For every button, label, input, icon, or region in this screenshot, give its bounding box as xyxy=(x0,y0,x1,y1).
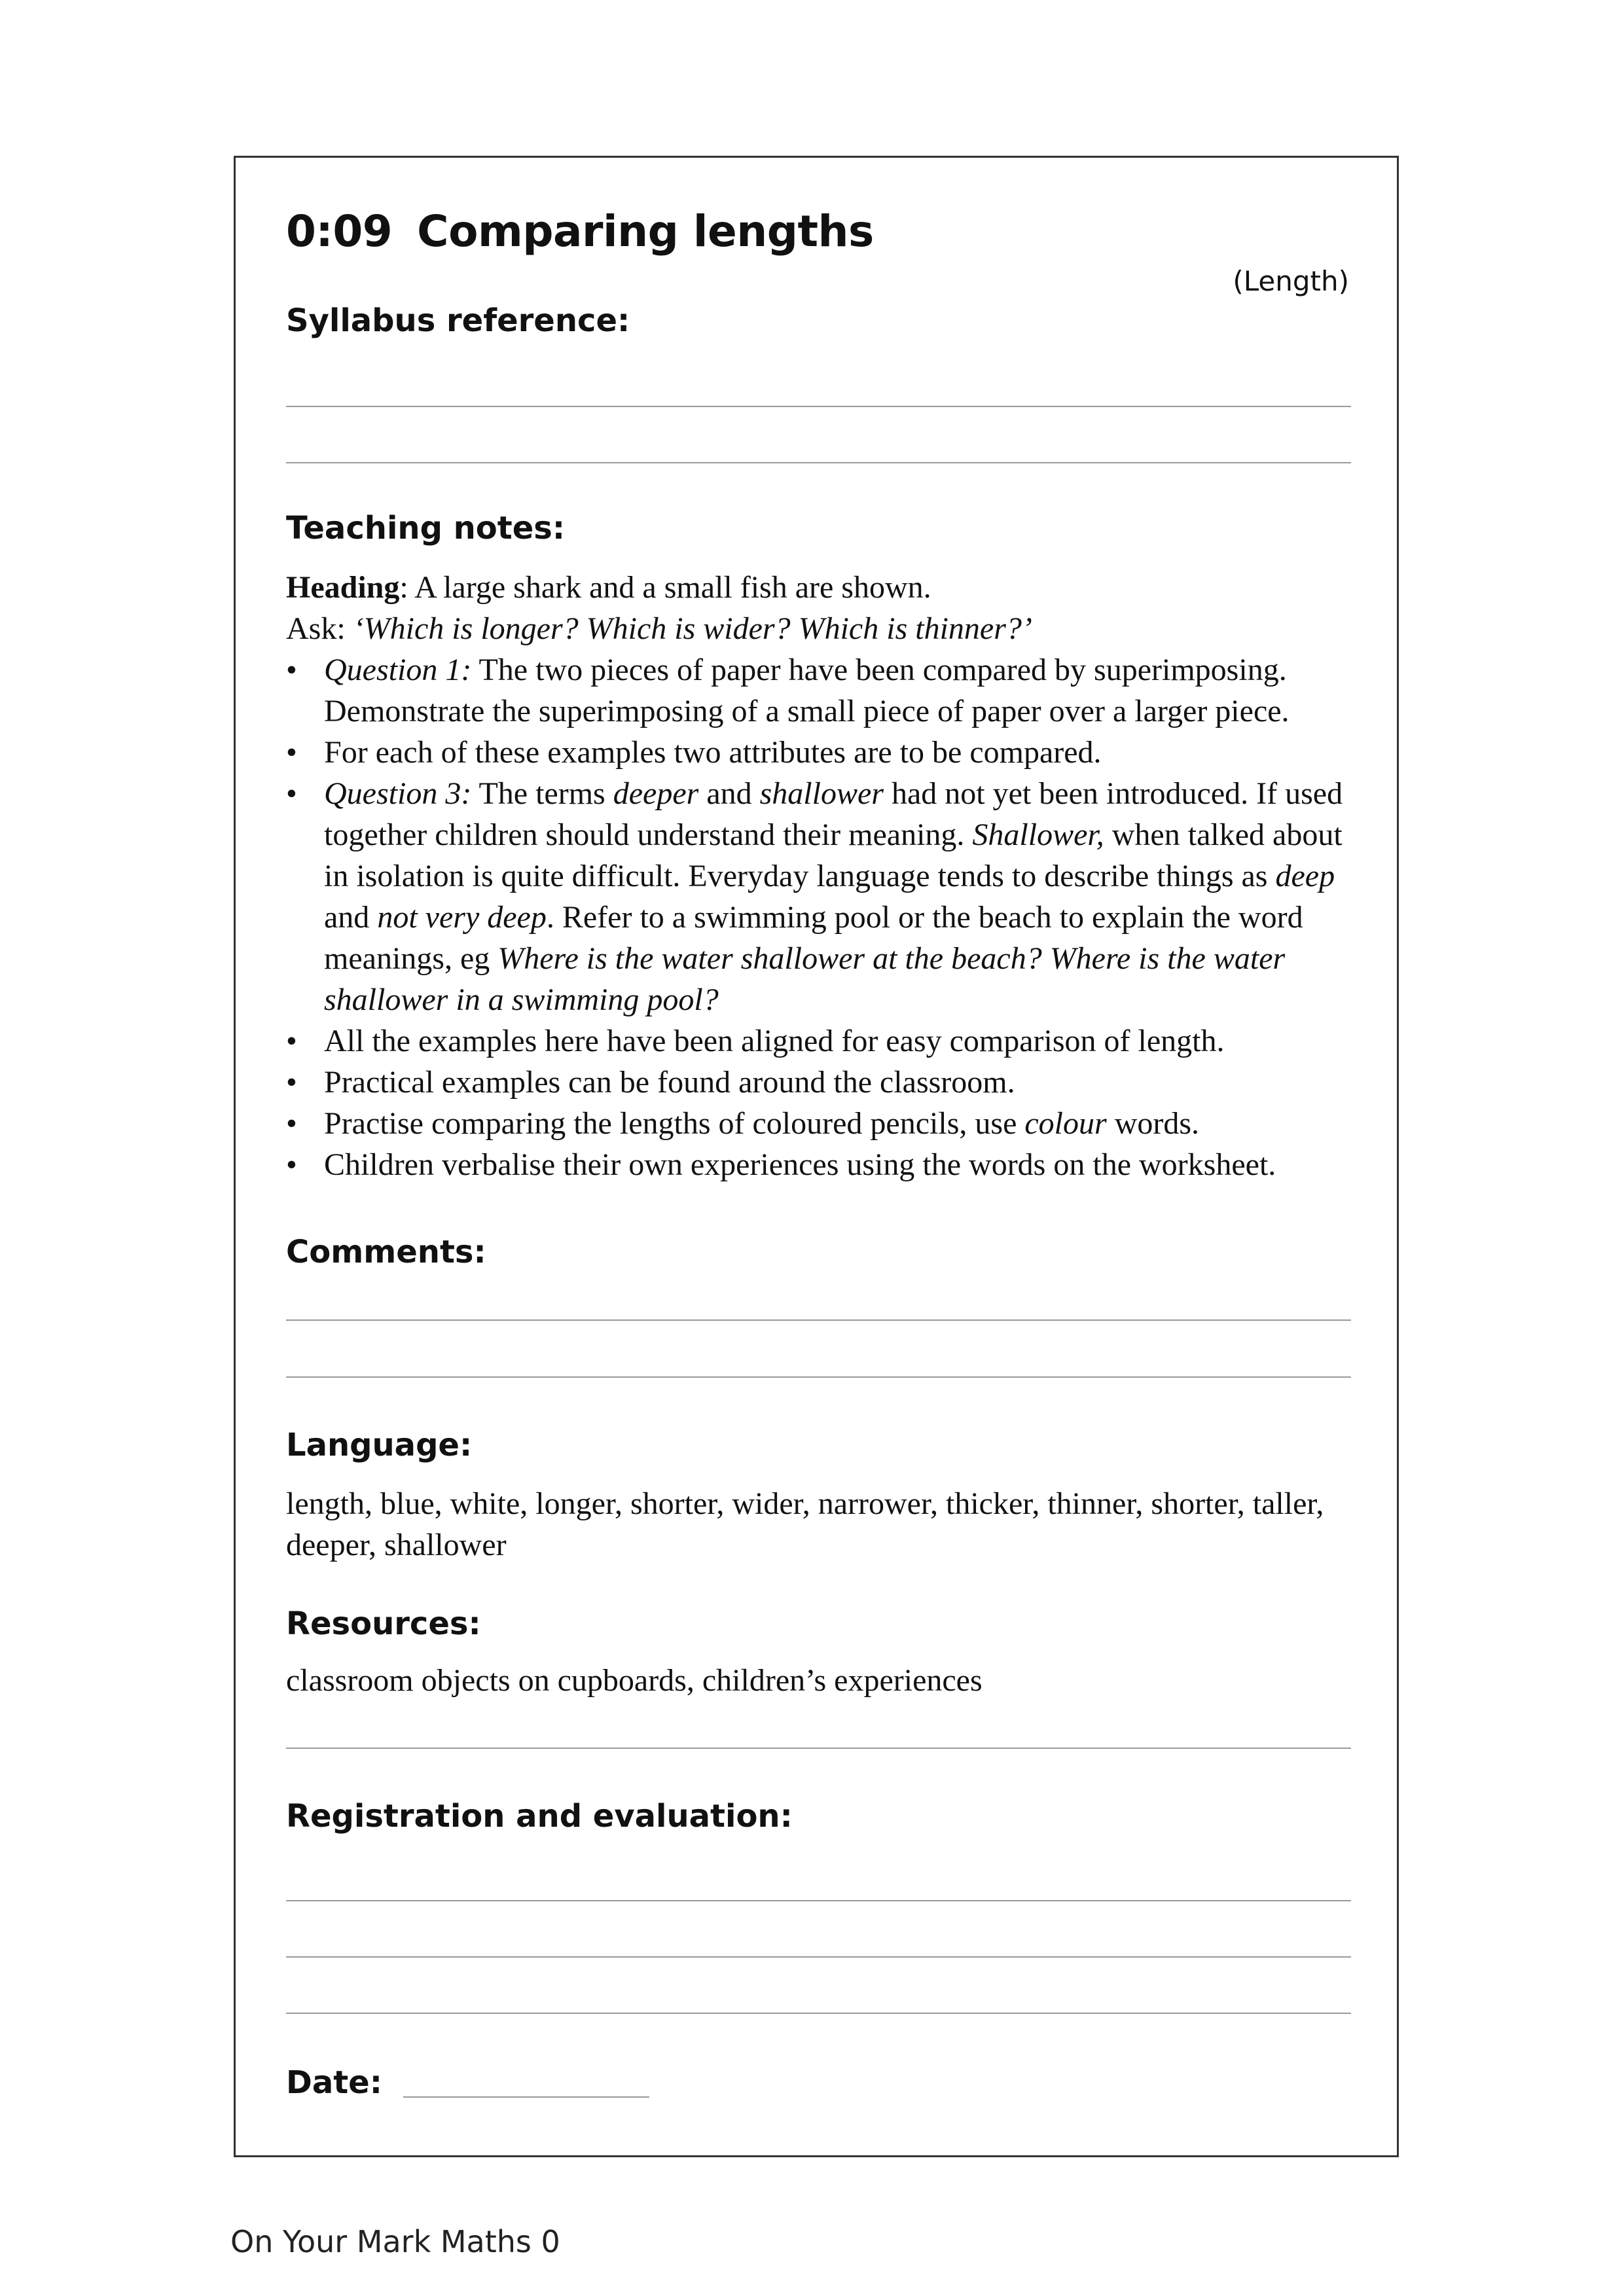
lesson-number: 0:09 xyxy=(286,206,393,257)
language-heading: Language: xyxy=(286,1427,473,1463)
date-field-line xyxy=(403,2096,649,2098)
bullet-icon: • xyxy=(286,1024,297,1058)
comments-line-1 xyxy=(286,1319,1351,1321)
list-item: • All the examples here have been aligned for easy comparison of length. xyxy=(286,1020,1360,1062)
list-item: • For each of these examples two attributes are to be compared. xyxy=(286,732,1360,773)
list-item: • Question 3: The terms deeper and shallower had not yet been introduced. If used together children should understand their meaning. Shallower, when talked about in isolation is quite difficult. Everyday language tends to describe things as deep and not very deep. Refer to a swimming pool or the beach to explain the word meanings, eg Where is the water shallower at the beach? Where is the water shallower in a swimming pool? xyxy=(286,773,1360,1020)
page-title xyxy=(286,208,874,256)
page-footer: On Your Mark Maths 0 xyxy=(230,2224,560,2259)
list-item: • Practical examples can be found around the classroom. xyxy=(286,1062,1360,1103)
registration-line-1 xyxy=(286,1900,1351,1901)
bullet-icon: • xyxy=(286,776,297,811)
list-item: • Question 1: The two pieces of paper have been compared by superimposing. Demonstrate the superimposing of a small piece of paper over a larger piece. xyxy=(286,649,1360,732)
ask-note: Ask: ‘Which is longer? Which is wider? Which is thinner?’ xyxy=(286,611,1032,646)
resources-text: classroom objects on cupboards, children’s experiences xyxy=(286,1663,983,1698)
syllabus-line-2 xyxy=(286,462,1351,463)
comments-heading: Comments: xyxy=(286,1234,486,1270)
syllabus-line-1 xyxy=(286,406,1351,407)
bullet-icon: • xyxy=(286,653,297,687)
registration-line-3 xyxy=(286,2013,1351,2014)
resources-line xyxy=(286,1748,1351,1749)
bullet-icon: • xyxy=(286,1147,297,1182)
date-label: Date: xyxy=(286,2064,382,2101)
comments-line-2 xyxy=(286,1376,1351,1378)
syllabus-heading: Syllabus reference: xyxy=(286,302,630,339)
teaching-notes-heading: Teaching notes: xyxy=(286,510,566,547)
notes-list xyxy=(286,649,1360,1185)
registration-heading: Registration and evaluation: xyxy=(286,1798,793,1835)
topic-label: (Length) xyxy=(1233,265,1349,297)
language-text: length, blue, white, longer, shorter, wider, narrower, thicker, thinner, shorter, taller, deeper, shallower xyxy=(286,1486,1324,1562)
lesson-title: Comparing lengths xyxy=(417,206,874,257)
bullet-icon: • xyxy=(286,1106,297,1141)
bullet-icon: • xyxy=(286,1065,297,1100)
heading-note: Heading: A large shark and a small fish are shown. xyxy=(286,570,931,605)
teaching-notes-body xyxy=(286,567,1360,1185)
bullet-icon: • xyxy=(286,735,297,770)
list-item: • Practise comparing the lengths of coloured pencils, use colour words. xyxy=(286,1103,1360,1144)
list-item: • Children verbalise their own experiences using the words on the worksheet. xyxy=(286,1144,1360,1185)
resources-heading: Resources: xyxy=(286,1605,481,1642)
registration-line-2 xyxy=(286,1956,1351,1958)
